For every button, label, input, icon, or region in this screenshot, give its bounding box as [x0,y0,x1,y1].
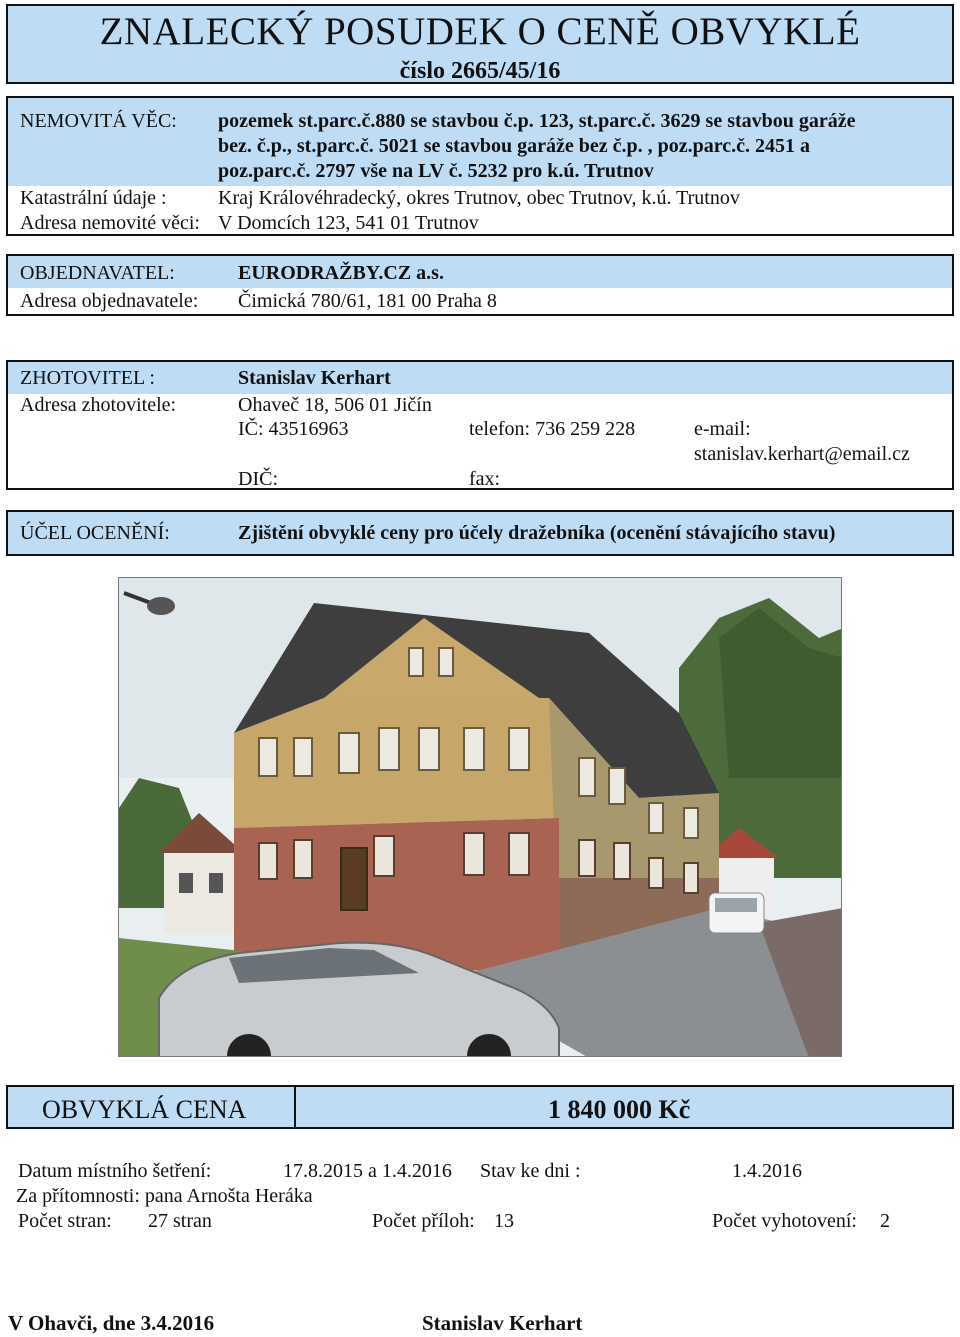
price-value: 1 840 000 Kč [548,1095,691,1124]
maker-fax: fax: [469,468,501,490]
attachments-label: Počet příloh: [372,1210,475,1232]
price-divider [294,1087,296,1127]
maker-email-label: e-mail: [694,418,751,440]
state-label: Stav ke dni : [480,1160,581,1182]
inspection-label: Datum místního šetření: [18,1160,212,1182]
pages-label: Počet stran: [18,1210,112,1232]
property-address-value: V Domcích 123, 541 01 Trutnov [218,212,479,234]
signature-name: Stanislav Kerhart [422,1311,583,1335]
presence-text: Za přítomnosti: pana Arnošta Heráka [16,1185,313,1207]
maker-address-value: Ohaveč 18, 506 01 Jičín [238,394,432,416]
purpose-section [6,510,954,556]
attachments-value: 13 [494,1210,514,1232]
pages-value: 27 stran [148,1210,212,1232]
maker-phone: telefon: 736 259 228 [469,418,636,440]
maker-email-value: stanislav.kerhart@email.cz [694,443,910,465]
maker-ic: IČ: 43516963 [238,418,349,440]
client-name: EURODRAŽBY.CZ a.s. [238,262,444,284]
cadastral-value: Kraj Královéhradecký, okres Trutnov, obec Trutnov, k.ú. Trutnov [218,187,740,209]
title-box [6,4,954,84]
document-title: ZNALECKÝ POSUDEK O CENĚ OBVYKLÉ [99,10,861,53]
state-value: 1.4.2016 [732,1160,802,1182]
maker-section [6,360,954,490]
property-section [6,96,954,236]
maker-address-label: Adresa zhotovitele: [20,394,177,416]
document-number: číslo 2665/45/16 [399,58,561,84]
property-line-3: poz.parc.č. 2797 vše na LV č. 5232 pro k.ú. Trutnov [218,160,654,182]
maker-dic: DIČ: [238,468,278,490]
purpose-label: ÚČEL OCENĚNÍ: [20,522,170,544]
property-line-1: pozemek st.parc.č.880 se stavbou č.p. 123, st.parc.č. 3629 se stavbou garáže [218,110,856,132]
place-date: V Ohavči, dne 3.4.2016 [8,1311,215,1335]
client-address-label: Adresa objednavatele: [20,290,199,312]
purpose-value: Zjištění obvyklé ceny pro účely dražebníka (ocenění stávajícího stavu) [238,522,836,544]
price-section [6,1085,954,1129]
maker-label: ZHOTOVITEL : [20,367,155,389]
price-label: OBVYKLÁ CENA [42,1095,247,1124]
property-line-2: bez. č.p., st.parc.č. 5021 se stavbou garáže bez č.p. , poz.parc.č. 2451 a [218,135,810,157]
inspection-value: 17.8.2015 a 1.4.2016 [283,1160,452,1182]
client-label: OBJEDNAVATEL: [20,262,175,284]
copies-value: 2 [880,1210,890,1232]
property-label: NEMOVITÁ VĚC: [20,110,177,132]
maker-name: Stanislav Kerhart [238,367,391,389]
client-address-value: Čimická 780/61, 181 00 Praha 8 [238,290,497,312]
property-photo [118,577,842,1057]
property-address-label: Adresa nemovité věci: [20,212,200,234]
cadastral-label: Katastrální údaje : [20,187,167,209]
client-section [6,254,954,316]
copies-label: Počet vyhotovení: [712,1210,857,1232]
